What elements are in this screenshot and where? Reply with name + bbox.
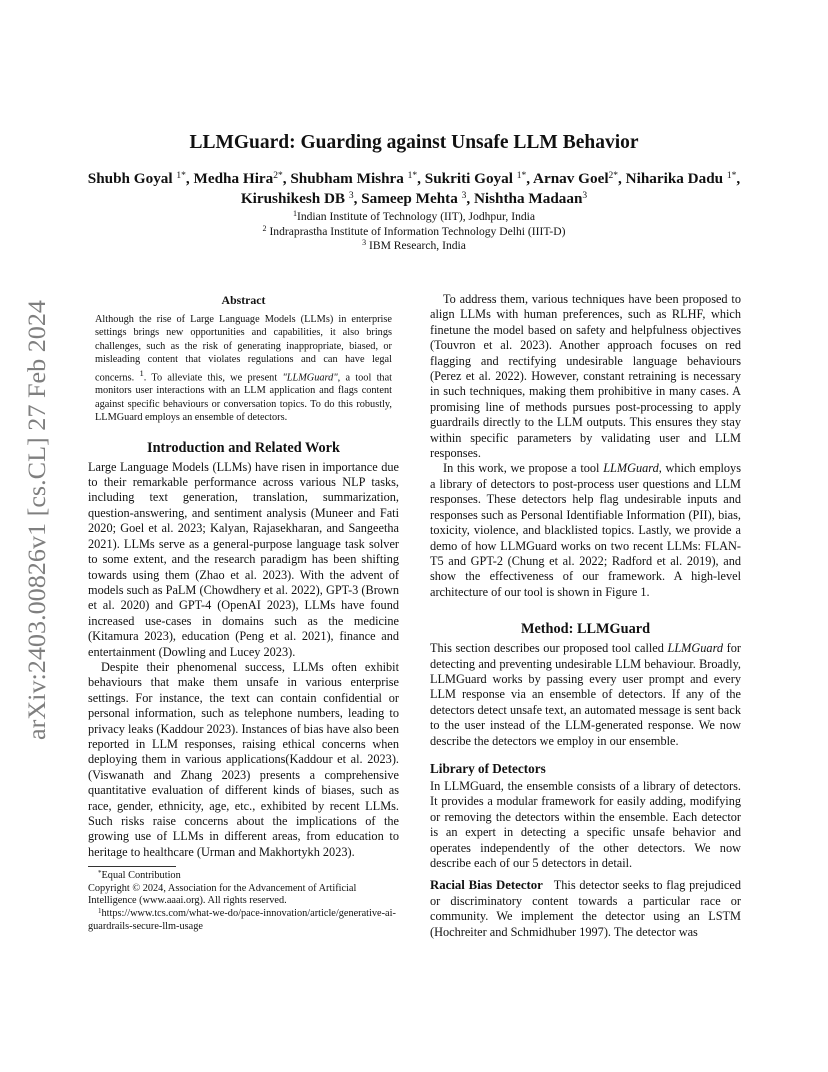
paper-title: LLMGuard: Guarding against Unsafe LLM Behavior <box>189 132 639 153</box>
arxiv-stamp-text: arXiv:2403.00826v1 [cs.CL] 27 Feb 2024 <box>24 319 51 740</box>
intro-paragraph-3: To address them, various techniques have been proposed to align LLMs with human preferences, such as RLHF, which finetune the model based on safety and helpfulness objectives (Touvron et al. 2023). Another approach focuses on red flagging and rectifying undesirable language behaviours (Perez et al. 2022). However, constant retraining is necessary in such techniques, making them prohibitive in many cases. A promising line of methods pursues post-processing to apply guardrails directly to the LLM outputs. This ensures they stay within specific parameters by validating user and LLM responses. <box>430 292 741 461</box>
racial-bias-paragraph: Racial Bias Detector This detector seeks to flag prejudiced or discriminatory content towards a particular race or community. We implement the detector using an LSTM (Hochreiter and Schmidhuber 1997). The detector was <box>430 878 741 939</box>
abstract-heading: Abstract <box>221 293 266 307</box>
author: Sameep Mehta $^3$, <box>361 190 474 207</box>
author: Niharika Dadu $^{1*}$, <box>625 170 741 187</box>
footnote-rule <box>88 866 176 867</box>
affiliation: $^2$ Indraprastha Institute of Information Technology Delhi (IIIT-D) <box>262 223 566 238</box>
footnotes <box>88 866 399 933</box>
author: Medha Hira$^{2*}$, <box>193 170 291 187</box>
intro-paragraph-4: In this work, we propose a tool LLMGuard, which employs a library of detectors to post-process user questions and LLM responses. These detectors help flag undesirable inputs and responses such as Personal Identifiable Information (PII), bias, toxicity, violence, and blacklisted topics. Lastly, we provide a demo of how LLMGuard works on two recent LLMs: FLAN-T5 and GPT-2 (Chung et al. 2022; Radford et al. 2019), and show the effectiveness of our framework. A high-level architecture of our tool is shown in Figure 1. <box>430 461 741 599</box>
author: Kirushikesh DB $^3$, <box>240 190 362 207</box>
author: Arnav Goel$^{2*}$, <box>533 170 626 187</box>
affiliation: $^3$ IBM Research, India <box>362 238 466 252</box>
footnote-url: $^1$https://www.tcs.com/what-we-do/pace-innovation/article/generative-ai-guardrails-secure-llm-usage <box>88 907 396 932</box>
author: Sukriti Goyal $^{1*}$, <box>424 170 534 187</box>
right-column <box>430 292 741 940</box>
intro-paragraph-1: Large Language Models (LLMs) have risen in importance due to their remarkable performance across various NLP tasks, including text generation, translation, summarization, question-answering, and sentiment analysis (Muneer and Fati 2020; Goel et al. 2023; Kalyan, Rajasekharan, and Sangeetha 2021). LLMs serve as a general-purpose language task solver to some extent, and the research paradigm has been shifting towards using them (Zhao et al. 2023). With the advent of models such as PaLM (Chowdhery et al. 2022), GPT-3 (Brown et al. 2020) and GPT-4 (OpenAI 2023), LLMs have found increased use-cases in domains such as the medicine (Kitamura 2023), education (Peng et al. 2021), finance and entertainment (Dowling and Lucey 2023). <box>88 459 399 659</box>
author-list <box>80 169 748 209</box>
footnote-equal: *Equal Contribution <box>98 869 181 882</box>
intro-heading: Introduction and Related Work <box>147 439 340 456</box>
affiliations <box>90 210 738 254</box>
author: Nishtha Madaan$^3$ <box>473 190 588 207</box>
author: Shubham Mishra $^{1*}$, <box>290 170 425 187</box>
racial-bias-heading: Racial Bias Detector <box>430 878 543 893</box>
author: Shubh Goyal $^{1*}$, <box>87 170 194 187</box>
intro-paragraph-2: Despite their phenomenal success, LLMs often exhibit behaviours that make them unsafe in various enterprise settings. For instance, the text can contain confidential or personal information, such as telephone numbers, leading to privacy leaks (Kaddour 2023). Instances of bias have also been reported in LLM responses, raising ethical concerns when deploying them in various applications(Kaddour et al. 2023). (Viswanath and Zhang 2023) presents a comprehensive quantitative evaluation of different kinds of biases, such as race, gender, ethnicity, age, etc., exhibited by recent LLMs. Such risks raise concerns about the implications of the growing use of LLMs in different areas, from education to heritage to healthcare (Urman and Makhortykh 2023). <box>88 659 399 859</box>
abstract-text: Although the rise of Large Language Models (LLMs) in enterprise settings brings new opportunities and capabilities, it also brings challenges, such as the risk of generating inappropriate, biased, or misleading content that violates regulations and can have legal concerns. $^1$. To alleviate this, we present "LLMGuard", a tool that monitors user interactions with an LLM application and flags content against specific behaviours or conversation topics. To do this robustly, LLMGuard employs an ensemble of detectors. <box>95 314 393 424</box>
arxiv-stamp <box>22 300 52 740</box>
copyright-notice: Copyright © 2024, Association for the Advancement of Artificial Intelligence (www.aaai.org). All rights reserved. <box>88 882 357 907</box>
library-paragraph: In LLMGuard, the ensemble consists of a library of detectors. It provides a modular framework for easily adding, modifying or removing the detectors within the ensemble. Each detector is an expert in detecting a specific unsafe behavior and operates independently of the other detectors. We now describe each of our 5 detectors in detail. <box>430 778 741 870</box>
library-heading: Library of Detectors <box>430 760 546 776</box>
method-heading: Method: LLMGuard <box>520 621 651 638</box>
method-paragraph: This section describes our proposed tool called LLMGuard for detecting and preventing undesirable LLM behaviour. Broadly, LLMGuard works by passing every user prompt and every LLM response via an ensemble of detectors. If any of the detectors detect unsafe text, an automated message is sent back to the user instead of the LLM-generated response. We now describe the detectors we employ in our ensemble. <box>430 641 741 748</box>
left-column <box>88 292 399 933</box>
affiliation: $^1$Indian Institute of Technology (IIT), Jodhpur, India <box>292 209 536 223</box>
